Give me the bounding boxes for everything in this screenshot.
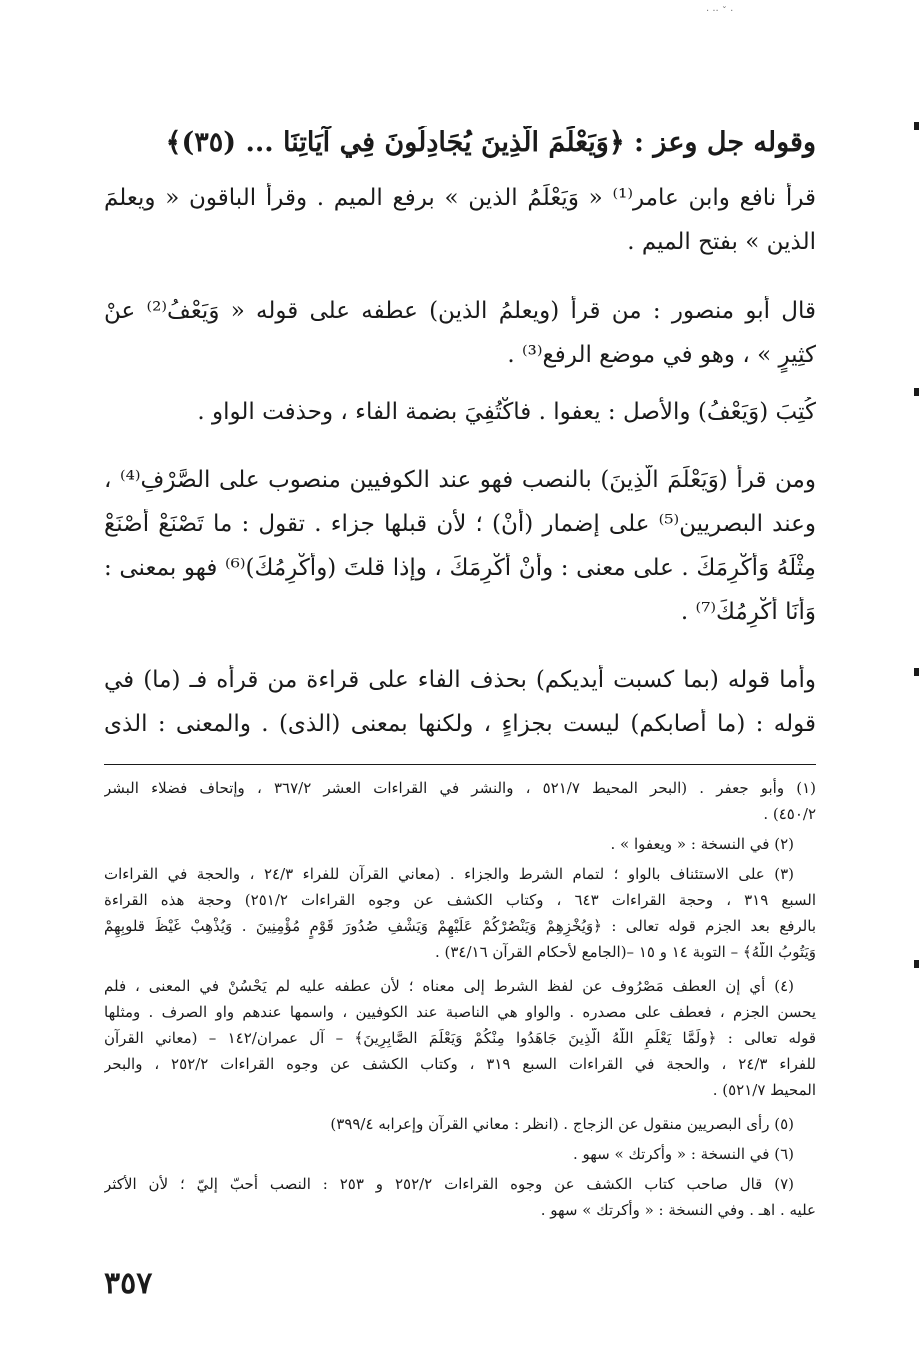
verse-heading: وقوله جل وعز : ﴿وَيَعْلَمَ الَّذِينَ يُجَادِلُونَ فِي آيَاتِنَا ... (٣٥)﴾ xyxy=(165,127,816,158)
body-line: قوله : (ما أصابكم) ليست بجزاءٍ ، ولكنها بمعنى (الذى) . والمعنى : الذى xyxy=(104,711,816,737)
footnote-line: وَيَتُوبُ اللَّهُ﴾ – التوبة ١٤ و ١٥ –(الجامع لأحكام القرآن ٣٤/١٦) . xyxy=(434,943,816,961)
footnote-line: قوله تعالى : ﴿ولَمَّا يَعْلَمِ اللَّهُ الَّذِينَ جَاهَدُوا مِنْكُمْ وَيَعْلَمَ الصَّابِرِينَ﴾ – آل عمران/١٤٢ – (معاني القرآن xyxy=(104,1029,816,1047)
body-line: كُتِبَ (وَيَعْفُ) والأصل : يعفوا . فاكْتُفِيَ بضمة الفاء ، وحذفت الواو . xyxy=(197,399,816,425)
footnote-line: السبع ٣١٩ ، وحجة القراءات ٦٤٣ ، وكتاب الكشف عن وجوه القراءات ٢٥١/٢) وحجة هذه القراءة xyxy=(104,891,816,909)
scan-mark xyxy=(914,388,919,396)
body-line: وَأَنَا أُكْرِمُكَ⁽⁷⁾ . xyxy=(680,599,816,625)
page-number: ٣٥٧ xyxy=(104,1266,153,1301)
body-line: قال أبو منصور : من قرأ (ويعلمُ الذين) عطفه على قوله « وَيَعْفُ⁽²⁾ عنْ xyxy=(104,298,816,324)
footnote-line: ٤٥٠/٢) . xyxy=(763,805,816,823)
body-line: مِثْلَهُ وَأُكْرِمَكَ . على معنى : وأَنْ أُكْرِمَكَ ، وإذا قلتَ (وأُكْرِمُكَ)⁽⁶⁾ فهو بمعنى : xyxy=(104,555,816,581)
scan-mark xyxy=(914,960,919,968)
footnote-line: (٢) في النسخة : « ويعفوا » . xyxy=(610,835,794,853)
footnote-line: (٥) رأى البصريين منقول عن الزجاج . (انظر : معاني القرآن وإعرابه ٣٩٩/٤) xyxy=(330,1115,794,1133)
body-line: وأما قوله (بما كسبت أيديكم) بحذف الفاء على قراءة من قرأه فـ (ما) في xyxy=(104,667,816,693)
footnote-line: (١) وأبو جعفر . (البحر المحيط ٥٢١/٧ ، والنشر في القراءات العشر ٣٦٧/٢ ، وإتحاف فضلاء البشر xyxy=(104,779,816,797)
footnote-line: (٦) في النسخة : « وأكرتك » سهو . xyxy=(572,1145,794,1163)
body-line: وعند البصريين⁽⁵⁾ على إضمار (أنْ) ؛ لأن قبلها جزاء . تقول : ما تَصْنَعْ أَصْنَعْ xyxy=(104,511,816,537)
footnote-line: (٣) على الاستئناف بالواو ؛ لتمام الشرط والجزاء . (معاني القرآن للفراء ٢٤/٣ ، والحجة في القراءات xyxy=(104,865,794,883)
footnote-line: عليه . اهـ . وفي النسخة : « وأكرتك » سهو . xyxy=(540,1201,816,1219)
body-line: ومن قرأ (وَيَعْلَمَ الَّذِينَ) بالنصب فهو عند الكوفيين منصوب على الصَّرْفِ⁽⁴⁾ ، xyxy=(104,467,816,493)
footnote-separator xyxy=(104,764,816,765)
scan-mark xyxy=(914,668,919,676)
body-line: قرأ نافع وابن عامر⁽¹⁾ « وَيَعْلَمُ الذين » برفع الميم . وقرأ الباقون « ويعلمَ xyxy=(104,185,816,211)
footnote-line: (٤) أي إن العطف مَصْرُوف عن لفظ الشرط إلى معناه ؛ لأن عطفه عليه لم يَحْسُنْ في المعنى ، فلم xyxy=(104,977,794,995)
scan-speck: · ·· ˇ · xyxy=(706,6,734,17)
footnote-line: بالرفع بعد الجزم قوله تعالى : ﴿وَيُخْزِهِمْ وَيَنْصُرْكُمْ عَلَيْهِمْ وَيَشْفِ صُدُورَ قَوْمٍ مُؤْمِنِينَ . وَيُذْهِبْ غَيْظَ قلوبِهِمْ xyxy=(104,917,816,935)
body-line: الذين » بفتح الميم . xyxy=(627,229,816,255)
footnote-line: يحسن الجزم ، فعطف على مصدره . والواو هي الناصبة عند الكوفيين ، واسمها عندهم واو الصرف . ومثلها xyxy=(104,1003,816,1021)
footnote-line: المحيط ٥٢١/٧) . xyxy=(712,1081,816,1099)
footnote-line: (٧) قال صاحب كتاب الكشف عن وجوه القراءات ٢٥٢/٢ و ٢٥٣ : النصب أحبّ إليّ ؛ لأن الأكثر xyxy=(104,1175,794,1193)
footnote-line: للفراء ٢٤/٣ ، والحجة في القراءات السبع ٣١٩ ، وكتاب الكشف عن وجوه القراءات ٢٥٢/٢ ، والبحر xyxy=(104,1055,816,1073)
body-line: كثِيرٍ » ، وهو في موضع الرفع⁽³⁾ . xyxy=(507,342,816,368)
scan-mark xyxy=(914,122,919,130)
